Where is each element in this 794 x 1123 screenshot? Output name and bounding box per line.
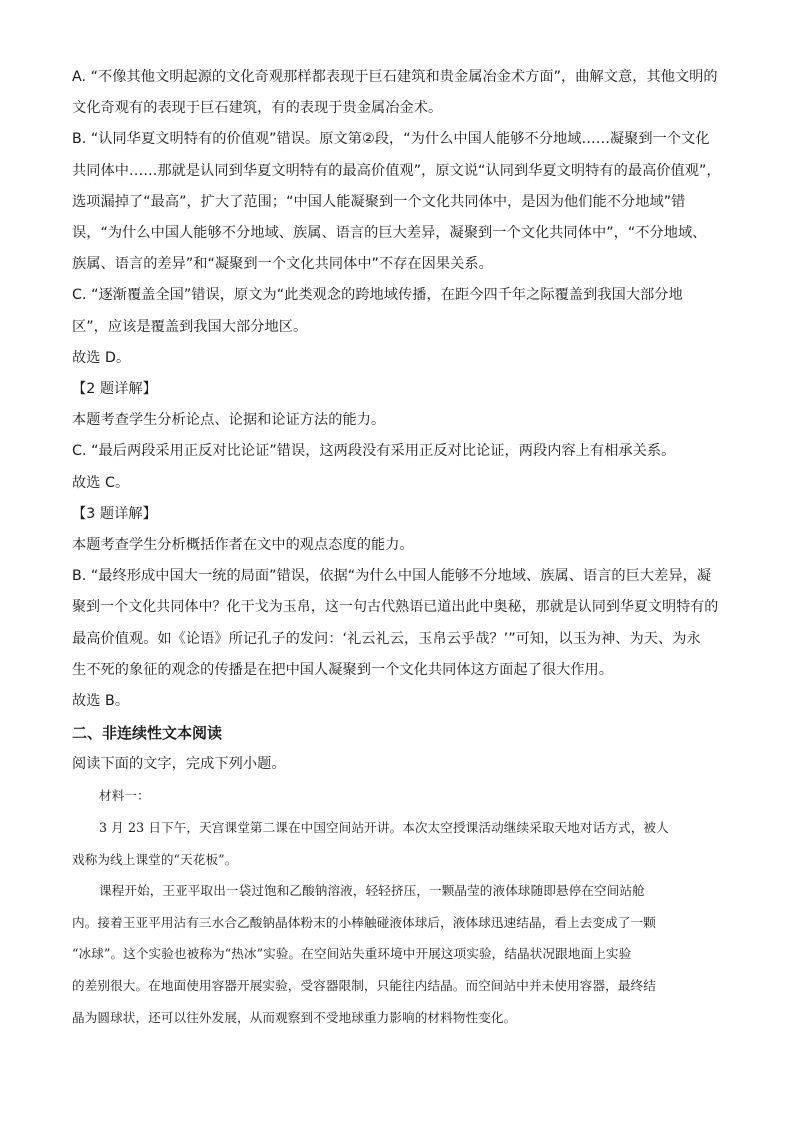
answer-line: 区”，应该是覆盖到我国大部分地区。 xyxy=(72,318,308,335)
instruction: 阅读下面的文字，完成下列小题。 xyxy=(72,756,286,773)
question-detail-heading: 【2 题详解】 xyxy=(72,381,157,398)
answer-line: 本题考查学生分析论点、论据和论证方法的能力。 xyxy=(72,412,386,429)
material-line: 3 月 23 日下午，天宫课堂第二课在中国空间站开讲。本次太空授课活动继续采取天地对话方式，被人 xyxy=(99,820,669,836)
answer-line: C. “最后两段采用正反对比论证”错误，这两段没有采用正反对比论证，两段内容上有相承关系。 xyxy=(72,443,676,460)
answer-line: 最高价值观。如《论语》所记孔子的发问：‘礼云礼云，玉帛云乎哉？’”可知，以玉为神、为天、为永 xyxy=(72,630,701,647)
answer-line: B. “认同华夏文明特有的价值观”错误。原文第②段，“为什么中国人能够不分地域……凝聚到一个文化 xyxy=(72,131,710,148)
answer-choice: 故选 B。 xyxy=(72,693,130,710)
material-line: 课程开始，王亚平取出一袋过饱和乙酸钠溶液，轻轻挤压，一颗晶莹的液体球随即悬停在空间站舱 xyxy=(99,883,645,899)
answer-line: 文化奇观有的表现于巨石建筑，有的表现于贵金属冶金术。 xyxy=(72,100,443,117)
answer-line: 本题考查学生分析概括作者在文中的观点态度的能力。 xyxy=(72,537,414,554)
material-line: “冰球”。这个实验也被称为“热冰”实验。在空间站失重环境中开展这项实验，结晶状况跟地面上实验 xyxy=(72,946,632,962)
answer-line: A. “不像其他文明起源的文化奇观那样都表现于巨石建筑和贵金属冶金术方面”，曲解文意，其他文明的 xyxy=(72,69,718,85)
material-label: 材料一： xyxy=(99,788,150,804)
material-line: 晶为圆球状，还可以往外发展，从而观察到不受地球重力影响的材料物性变化。 xyxy=(72,1009,517,1025)
answer-line: 聚到一个文化共同体中？化干戈为玉帛，这一句古代熟语已道出此中奥秘，那就是认同到华夏文明特有的 xyxy=(72,599,719,616)
material-line: 戏称为线上课堂的“天花板”。 xyxy=(72,851,238,867)
question-detail-heading: 【3 题详解】 xyxy=(72,505,157,522)
answer-choice: 故选 C。 xyxy=(72,474,130,491)
answer-line: 族属、语言的差异”和“凝聚到一个文化共同体中”不存在因果关系。 xyxy=(72,256,493,273)
answer-choice: 故选 D。 xyxy=(72,349,131,366)
answer-line: 误，“为什么中国人能够不分地域、族属、语言的巨大差异，凝聚到一个文化共同体中”，“不分地域、 xyxy=(72,225,707,242)
section-title: 二、非连续性文本阅读 xyxy=(72,724,223,743)
material-line: 内。接着王亚平用沾有三水合乙酸钠晶体粉末的小棒触碰液体球后，液体球迅速结晶，看上去变成了一颗 xyxy=(72,914,656,930)
answer-line: 选项漏掉了“最高”，扩大了范围；“中国人能凝聚到一个文化共同体中，是因为他们能不分地域”错 xyxy=(72,193,686,210)
answer-line: 共同体中……那就是认同到华夏文明特有的最高价值观”，原文说“认同到华夏文明特有的最高价值观”， xyxy=(72,162,721,179)
document-page xyxy=(72,62,722,1033)
answer-line: B. “最终形成中国大一统的局面”错误，依据“为什么中国人能够不分地域、族属、语言的巨大差异，凝 xyxy=(72,568,712,585)
answer-line: C. “逐渐覆盖全国”错误，原文为“此类观念的跨地域传播，在距今四千年之际覆盖到我国大部分地 xyxy=(72,287,683,304)
answer-line: 生不死的象征的观念的传播是在把中国人凝聚到一个文化共同体这方面起了很大作用。 xyxy=(72,661,614,678)
material-line: 的差别很大。在地面使用容器开展实验，受容器限制，只能往内结晶。而空间站中并未使用容器，最终结 xyxy=(72,978,656,994)
